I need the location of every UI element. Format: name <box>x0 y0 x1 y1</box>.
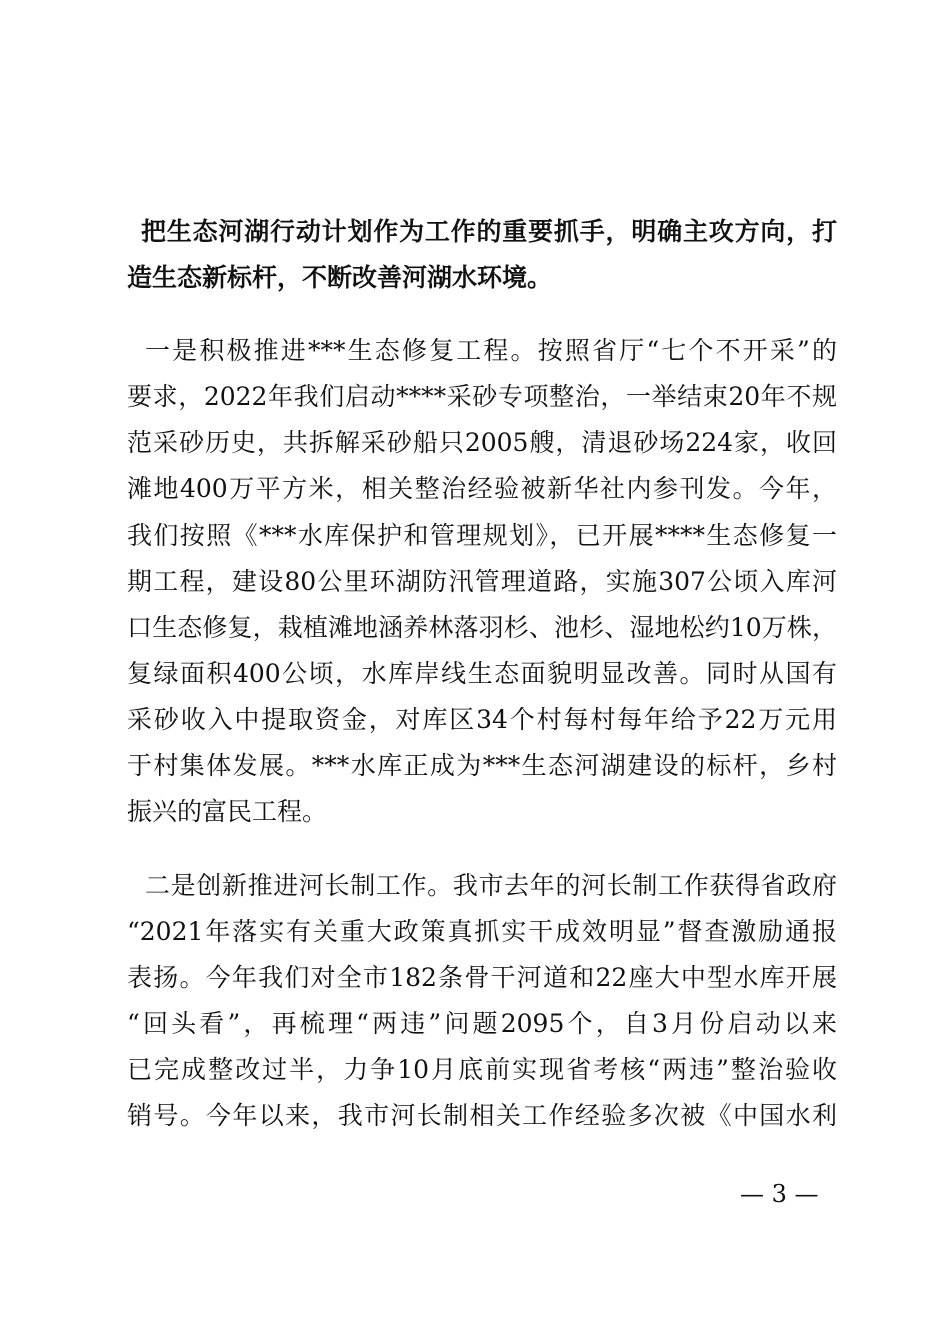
paragraph-2-line-7: 口生态修复，栽植滩地涵养林落羽杉、池杉、湿地松约10万株， <box>127 613 837 642</box>
paragraph-2-line-4: 滩地400万平方米，相关整治经验被新华社内参刊发。今年， <box>127 474 837 503</box>
page-number: — 3 — <box>740 1180 819 1208</box>
paragraph-2-line-5: 我们按照《***水库保护和管理规划》，已开展****生态修复一 <box>127 521 837 550</box>
paragraph-2-line-3: 范采砂历史，共拆解采砂船只2005艘，清退砂场224家，收回 <box>127 428 837 457</box>
paragraph-3-line-3: 表扬。今年我们对全市182条骨干河道和22座大中型水库开展 <box>127 963 837 992</box>
paragraph-2-line-2: 要求，2022年我们启动****采砂专项整治，一举结束20年不规 <box>127 382 837 411</box>
paragraph-3-line-2: “2021年落实有关重大政策真抓实干成效明显”督查激励通报 <box>127 917 837 946</box>
paragraph-3-line-6: 销号。今年以来，我市河长制相关工作经验多次被《中国水利 <box>127 1101 837 1130</box>
paragraph-2-line-10: 于村集体发展。***水库正成为***生态河湖建设的标杆，乡村 <box>127 751 837 780</box>
paragraph-2-line-9: 采砂收入中提取资金，对库区34个村每村每年给予22万元用 <box>127 705 837 734</box>
paragraph-2-line-6: 期工程，建设80公里环湖防汛管理道路，实施307公顷入库河 <box>127 567 837 596</box>
paragraph-3-line-5: 已完成整改过半，力争10月底前实现省考核“两违”整治验收 <box>127 1055 837 1084</box>
paragraph-2-line-11: 振兴的富民工程。 <box>127 797 328 826</box>
paragraph-2-line-1: 一是积极推进***生态修复工程。按照省厅“七个不开采”的 <box>145 336 837 365</box>
paragraph-2-line-8: 复绿面积400公顷，水库岸线生态面貌明显改善。同时从国有 <box>127 659 837 688</box>
paragraph-3-line-1: 二是创新推进河长制工作。我市去年的河长制工作获得省政府 <box>145 871 837 900</box>
paragraph-1-line-1: 把生态河湖行动计划作为工作的重要抓手，明确主攻方向，打 <box>141 217 837 246</box>
paragraph-1-line-2: 造生态新标杆，不断改善河湖水环境。 <box>127 263 553 292</box>
paragraph-3-line-4: “回头看”，再梳理“两违”问题2095个，自3月份启动以来 <box>127 1009 837 1038</box>
